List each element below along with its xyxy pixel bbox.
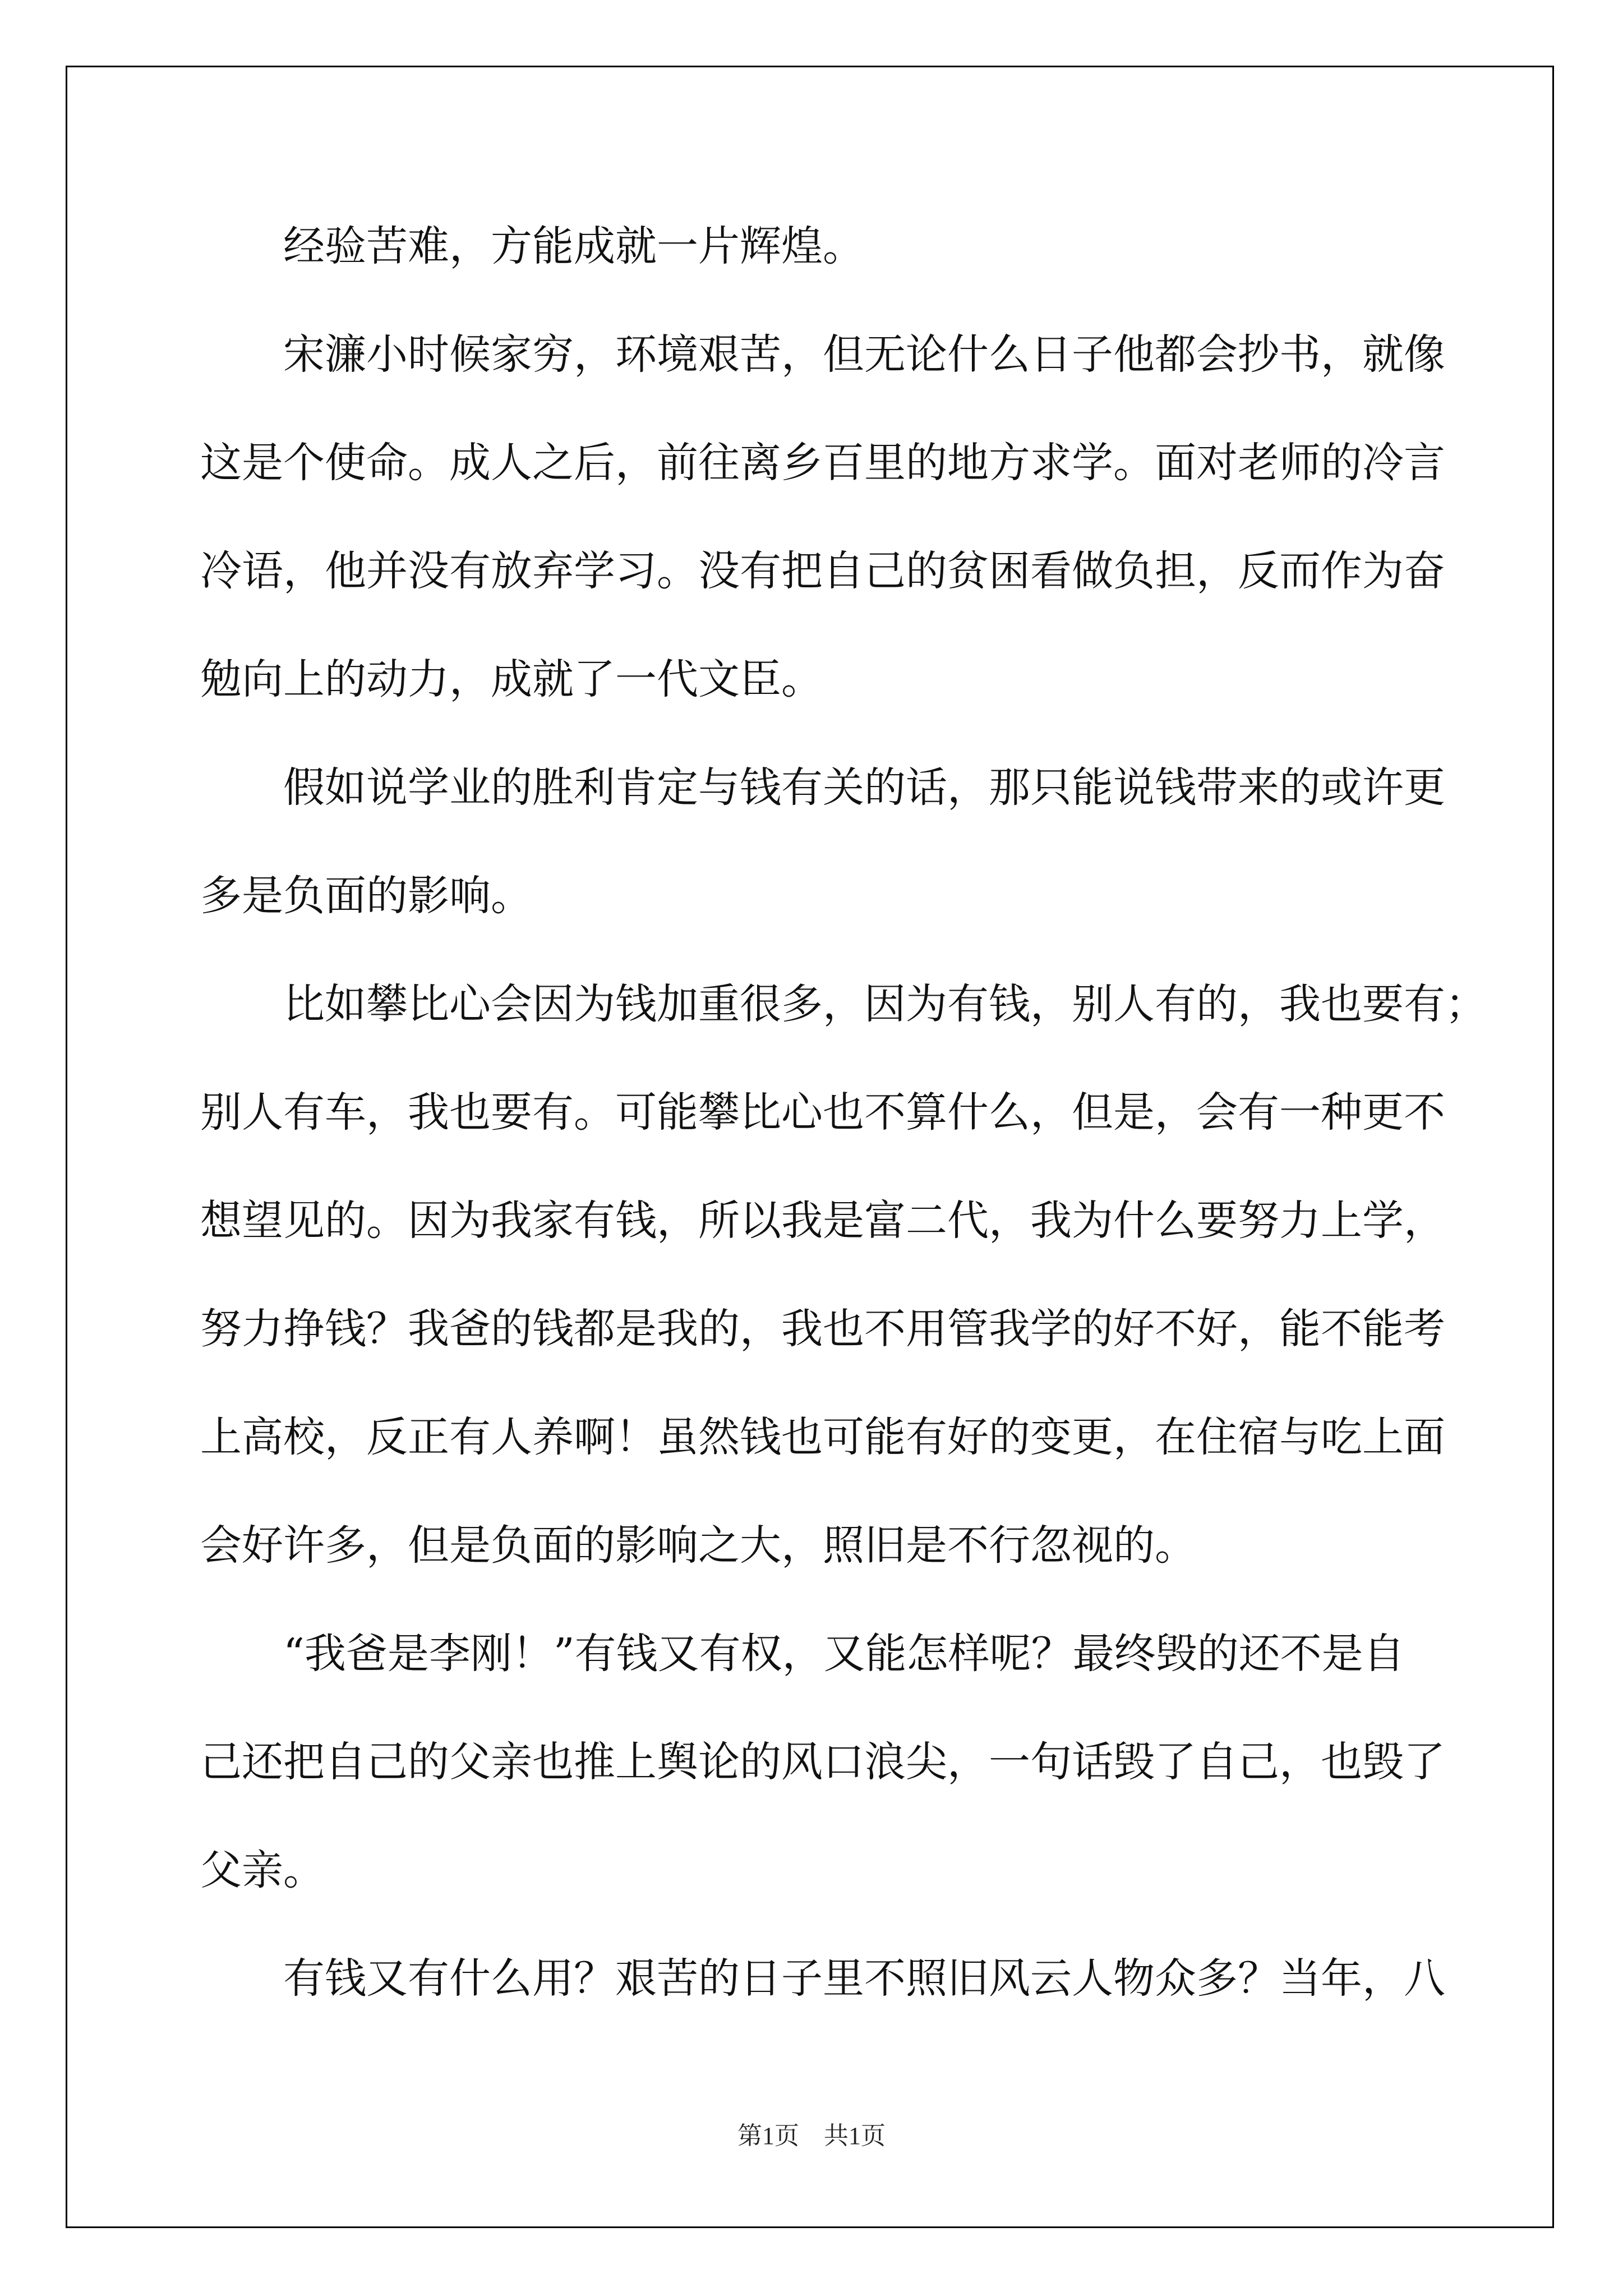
text-line: 勉向上的动力，成就了一代文臣。 — [200, 655, 823, 703]
text-line: 宋濂小时候家穷，环境艰苦，但无论什么日子他都会抄书，就像 — [200, 330, 1445, 379]
page-footer: 第1页 共1页 — [737, 2122, 886, 2150]
text-line: 努力挣钱？我爸的钱都是我的，我也不用管我学的好不好，能不能考 — [200, 1305, 1445, 1353]
text-line: 假如说学业的胜利肯定与钱有关的话，那只能说钱带来的或许更 — [200, 763, 1445, 812]
text-line: 这是个使命。成人之后，前往离乡百里的地方求学。面对老师的冷言 — [200, 439, 1445, 487]
text-line: “我爸是李刚！”有钱又有权，又能怎样呢？最终毁的还不是自 — [200, 1630, 1405, 1678]
text-line: 会好许多，但是负面的影响之大，照旧是不行忽视的。 — [200, 1521, 1196, 1570]
page-border — [66, 66, 1554, 2228]
text-line: 多是负面的影响。 — [200, 872, 532, 920]
text-line: 有钱又有什么用？艰苦的日子里不照旧风云人物众多？当年，八 — [200, 1954, 1445, 2003]
text-line: 上高校，反正有人养啊！虽然钱也可能有好的变更，在住宿与吃上面 — [200, 1413, 1445, 1461]
text-line: 父亲。 — [200, 1846, 325, 1894]
text-line: 别人有车，我也要有。可能攀比心也不算什么，但是，会有一种更不 — [200, 1088, 1445, 1137]
text-line: 经验苦难，方能成就一片辉煌。 — [200, 222, 864, 270]
text-line: 比如攀比心会因为钱加重很多，因为有钱，别人有的，我也要有； — [200, 980, 1487, 1028]
text-line: 想望见的。因为我家有钱，所以我是富二代，我为什么要努力上学， — [200, 1197, 1445, 1245]
text-line: 己还把自己的父亲也推上舆论的风口浪尖，一句话毁了自己，也毁了 — [200, 1738, 1445, 1786]
text-line: 冷语，他并没有放弃学习。没有把自己的贫困看做负担，反而作为奋 — [200, 547, 1445, 595]
